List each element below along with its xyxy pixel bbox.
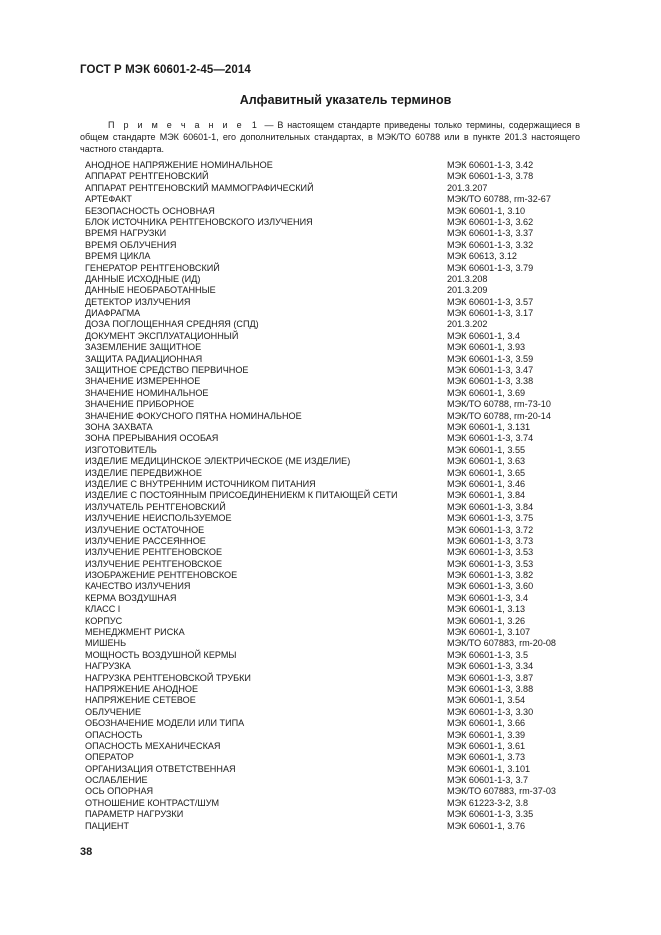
- list-item: [85, 388, 585, 399]
- term-reference: МЭК 60601-1-3, 3.53: [447, 547, 534, 558]
- term-reference: МЭК 60601-1, 3.39: [447, 729, 526, 740]
- list-item: [85, 809, 585, 820]
- term-name: ИЗЛУЧАТЕЛЬ РЕНТГЕНОВСКИЙ: [85, 501, 226, 512]
- term-name: ЗАЗЕМЛЕНИЕ ЗАЩИТНОЕ: [85, 342, 202, 353]
- term-reference: МЭК 60601-1, 3.10: [447, 205, 526, 216]
- list-item: [85, 650, 585, 661]
- term-name: ИЗЛУЧЕНИЕ РАССЕЯННОЕ: [85, 535, 206, 546]
- list-item: [85, 479, 585, 490]
- term-reference: МЭК 60601-1-3, 3.5: [447, 649, 529, 660]
- term-name: БЛОК ИСТОЧНИКА РЕНТГЕНОВСКОГО ИЗЛУЧЕНИЯ: [85, 216, 313, 227]
- term-reference: МЭК 60601-1-3, 3.73: [447, 535, 534, 546]
- term-reference: МЭК 60601-1-3, 3.30: [447, 706, 534, 717]
- term-name: ИЗОБРАЖЕНИЕ РЕНТГЕНОВСКОЕ: [85, 570, 238, 581]
- term-reference: МЭК 60601-1, 3.63: [447, 456, 526, 467]
- list-item: [85, 593, 585, 604]
- term-reference: 201.3.202: [447, 319, 488, 330]
- list-item: [85, 365, 585, 376]
- term-name: ОПЕРАТОР: [85, 752, 134, 763]
- list-item: [85, 399, 585, 410]
- term-reference: МЭК 60601-1, 3.76: [447, 820, 526, 831]
- term-reference: МЭК 60601-1-3, 3.62: [447, 216, 534, 227]
- list-item: [85, 433, 585, 444]
- list-item: [85, 468, 585, 479]
- term-name: ЗОНА ЗАХВАТА: [85, 421, 153, 432]
- list-item: [85, 673, 585, 684]
- document-header: ГОСТ Р МЭК 60601-2-45—2014: [80, 64, 251, 76]
- list-item: [85, 695, 585, 706]
- term-name: ОПАСНОСТЬ: [85, 729, 143, 740]
- list-item: [85, 240, 585, 251]
- term-reference: МЭК 60601-1-3, 3.53: [447, 558, 534, 569]
- list-item: [85, 228, 585, 239]
- term-name: КОРПУС: [85, 615, 123, 626]
- term-reference: МЭК 60601-1-3, 3.74: [447, 433, 534, 444]
- note-label: П р и м е ч а н и е: [108, 120, 245, 130]
- list-item: [85, 638, 585, 649]
- list-item: [85, 513, 585, 524]
- term-name: ИЗГОТОВИТЕЛЬ: [85, 444, 157, 455]
- term-reference: МЭК 60601-1, 3.55: [447, 444, 526, 455]
- list-item: [85, 798, 585, 809]
- list-item: [85, 297, 585, 308]
- term-reference: МЭК 60601-1, 3.13: [447, 604, 526, 615]
- list-item: [85, 525, 585, 536]
- term-name: АНОДНОЕ НАПРЯЖЕНИЕ НОМИНАЛЬНОЕ: [85, 160, 273, 170]
- term-name: ДЕТЕКТОР ИЗЛУЧЕНИЯ: [85, 296, 191, 307]
- term-name: ДИАФРАГМА: [85, 308, 141, 319]
- note-text: — В настоящем стандарте приведены только термины, содержащиеся в общем стандарте МЭК 60601-1, его дополнительных стандартах, в МЭК/ТО 60788 или в пункте 201.3 настоящего частного стандарта.: [80, 120, 580, 155]
- list-item: [85, 308, 585, 319]
- term-reference: МЭК 60601-1-3, 3.57: [447, 296, 534, 307]
- list-item: [85, 274, 585, 285]
- term-reference: МЭК 60601-1-3, 3.84: [447, 501, 534, 512]
- term-name: ИЗДЕЛИЕ С ВНУТРЕННИМ ИСТОЧНИКОМ ПИТАНИЯ: [85, 478, 316, 489]
- term-reference: МЭК 60601-1, 3.107: [447, 627, 531, 638]
- term-name: ПАЦИЕНТ: [85, 820, 130, 831]
- term-name: ЗАЩИТА РАДИАЦИОННАЯ: [85, 353, 203, 364]
- page-number: 38: [80, 846, 93, 858]
- list-item: [85, 206, 585, 217]
- term-name: КЕРМА ВОЗДУШНАЯ: [85, 592, 177, 603]
- term-name: АППАРАТ РЕНТГЕНОВСКИЙ МАММОГРАФИЧЕСКИЙ: [85, 182, 314, 193]
- page-title: [0, 93, 661, 107]
- term-reference: МЭК 60601-1-3, 3.78: [447, 171, 534, 182]
- term-name: НАГРУЗКА РЕНТГЕНОВСКОЙ ТРУБКИ: [85, 672, 251, 683]
- term-name: ОРГАНИЗАЦИЯ ОТВЕТСТВЕННАЯ: [85, 763, 236, 774]
- term-name: КАЧЕСТВО ИЗЛУЧЕНИЯ: [85, 581, 191, 592]
- term-name: ЗОНА ПРЕРЫВАНИЯ ОСОБАЯ: [85, 433, 219, 444]
- term-name: ВРЕМЯ НАГРУЗКИ: [85, 228, 167, 239]
- list-item: [85, 194, 585, 205]
- term-reference: МЭК/ТО 607883, rm-37-03: [447, 786, 556, 797]
- list-item: [85, 718, 585, 729]
- list-item: [85, 764, 585, 775]
- list-item: [85, 285, 585, 296]
- list-item: [85, 775, 585, 786]
- list-item: [85, 786, 585, 797]
- term-reference: МЭК 60601-1, 3.61: [447, 740, 526, 751]
- list-item: [85, 570, 585, 581]
- term-reference: МЭК 60601-1-3, 3.35: [447, 809, 534, 820]
- list-item: [85, 604, 585, 615]
- term-reference: МЭК 60601-1-3, 3.60: [447, 581, 534, 592]
- term-reference: МЭК/ТО 607883, rm-20-08: [447, 638, 556, 649]
- term-reference: МЭК/ТО 60788, rm-73-10: [447, 399, 551, 410]
- list-item: [85, 217, 585, 228]
- term-name: ВРЕМЯ ЦИКЛА: [85, 251, 151, 262]
- term-name: ДОЗА ПОГЛОЩЕННАЯ СРЕДНЯЯ (СПД): [85, 319, 259, 330]
- list-item: [85, 411, 585, 422]
- term-name: ПАРАМЕТР НАГРУЗКИ: [85, 809, 184, 820]
- term-reference: МЭК 60601-1, 3.65: [447, 467, 526, 478]
- term-name: АРТЕФАКТ: [85, 194, 132, 205]
- term-name: ИЗЛУЧЕНИЕ НЕИСПОЛЬЗУЕМОЕ: [85, 513, 232, 524]
- list-item: [85, 616, 585, 627]
- term-name: ГЕНЕРАТОР РЕНТГЕНОВСКИЙ: [85, 262, 220, 273]
- list-item: [85, 547, 585, 558]
- term-reference: МЭК 60601-1-3, 3.88: [447, 683, 534, 694]
- term-reference: МЭК 60601-1-3, 3.47: [447, 365, 534, 376]
- term-name: НАПРЯЖЕНИЕ СЕТЕВОЕ: [85, 695, 196, 706]
- list-item: [85, 559, 585, 570]
- list-item: [85, 354, 585, 365]
- term-reference: МЭК 60601-1-3, 3.37: [447, 228, 534, 239]
- term-reference: МЭК 60601-1, 3.4: [447, 330, 521, 341]
- term-name: ОБЛУЧЕНИЕ: [85, 706, 142, 717]
- term-reference: МЭК 60601-1, 3.26: [447, 615, 526, 626]
- term-reference: МЭК 60601-1-3, 3.38: [447, 376, 534, 387]
- term-reference: МЭК 61223-3-2, 3.8: [447, 797, 529, 808]
- term-name: ОПАСНОСТЬ МЕХАНИЧЕСКАЯ: [85, 740, 221, 751]
- list-item: [85, 331, 585, 342]
- term-name: ИЗЛУЧЕНИЕ РЕНТГЕНОВСКОЕ: [85, 547, 223, 558]
- note-paragraph: [80, 119, 580, 156]
- list-item: [85, 741, 585, 752]
- term-reference: МЭК 60601-1, 3.54: [447, 695, 526, 706]
- term-name: ИЗЛУЧЕНИЕ РЕНТГЕНОВСКОЕ: [85, 558, 223, 569]
- list-item: [85, 319, 585, 330]
- term-reference: МЭК 60601-1, 3.131: [447, 421, 531, 432]
- term-name: ЗНАЧЕНИЕ НОМИНАЛЬНОЕ: [85, 387, 209, 398]
- term-reference: 201.3.209: [447, 285, 488, 296]
- term-reference: 201.3.208: [447, 273, 488, 284]
- list-item: [85, 752, 585, 763]
- term-reference: МЭК 60601-1-3, 3.79: [447, 262, 534, 273]
- term-name: ЗНАЧЕНИЕ ПРИБОРНОЕ: [85, 399, 195, 410]
- list-item: [85, 422, 585, 433]
- term-name: ОСЛАБЛЕНИЕ: [85, 775, 148, 786]
- list-item: [85, 183, 585, 194]
- term-reference: МЭК 60601-1-3, 3.4: [447, 592, 529, 603]
- term-name: ДОКУМЕНТ ЭКСПЛУАТАЦИОННЫЙ: [85, 330, 239, 341]
- term-name: ВРЕМЯ ОБЛУЧЕНИЯ: [85, 239, 177, 250]
- term-name: ИЗДЕЛИЕ МЕДИЦИНСКОЕ ЭЛЕКТРИЧЕСКОЕ (МЕ ИЗДЕЛИЕ): [85, 456, 351, 467]
- term-name: МЕНЕДЖМЕНТ РИСКА: [85, 627, 185, 638]
- term-reference: МЭК/ТО 60788, rm-32-67: [447, 194, 551, 205]
- list-item: [85, 661, 585, 672]
- term-name: ДАННЫЕ ИСХОДНЫЕ (ИД): [85, 273, 201, 284]
- term-name: НАПРЯЖЕНИЕ АНОДНОЕ: [85, 683, 199, 694]
- list-item: [85, 821, 585, 832]
- list-item: [85, 263, 585, 274]
- list-item: [85, 581, 585, 592]
- list-item: [85, 490, 585, 501]
- term-reference: МЭК 60601-1-3, 3.32: [447, 239, 534, 250]
- term-reference: МЭК 60601-1-3, 3.75: [447, 513, 534, 524]
- term-name: ЗАЩИТНОЕ СРЕДСТВО ПЕРВИЧНОЕ: [85, 365, 249, 376]
- term-reference: МЭК 60613, 3.12: [447, 251, 517, 262]
- term-name: БЕЗОПАСНОСТЬ ОСНОВНАЯ: [85, 205, 215, 216]
- term-name: ОБОЗНАЧЕНИЕ МОДЕЛИ ИЛИ ТИПА: [85, 718, 245, 729]
- term-reference: МЭК 60601-1, 3.73: [447, 752, 526, 763]
- term-name: ИЗДЕЛИЕ ПЕРЕДВИЖНОЕ: [85, 467, 202, 478]
- list-item: [85, 456, 585, 467]
- term-reference: МЭК 60601-1, 3.93: [447, 342, 526, 353]
- list-item: [85, 445, 585, 456]
- term-name: ИЗЛУЧЕНИЕ ОСТАТОЧНОЕ: [85, 524, 205, 535]
- term-reference: МЭК 60601-1-3, 3.82: [447, 570, 534, 581]
- term-name: КЛАСС I: [85, 604, 121, 615]
- note-number: 1: [251, 120, 257, 130]
- term-reference: МЭК 60601-1, 3.69: [447, 387, 526, 398]
- list-item: [85, 342, 585, 353]
- term-name: АППАРАТ РЕНТГЕНОВСКИЙ: [85, 171, 209, 182]
- list-item: [85, 730, 585, 741]
- term-name: ИЗДЕЛИЕ С ПОСТОЯННЫМ ПРИСОЕДИНЕНИЕКМ К ПИТАЮЩЕЙ СЕТИ: [85, 490, 398, 501]
- term-reference: МЭК 60601-1-3, 3.72: [447, 524, 534, 535]
- term-reference: МЭК 60601-1, 3.46: [447, 478, 526, 489]
- term-name: ЗНАЧЕНИЕ ФОКУСНОГО ПЯТНА НОМИНАЛЬНОЕ: [85, 410, 302, 421]
- term-name: ДАННЫЕ НЕОБРАБОТАННЫЕ: [85, 285, 216, 296]
- term-reference: МЭК 60601-1-3, 3.59: [447, 353, 534, 364]
- term-reference: 201.3.207: [447, 182, 488, 193]
- term-reference: МЭК 60601-1-3, 3.42: [447, 160, 534, 170]
- list-item: [85, 502, 585, 513]
- term-reference: МЭК 60601-1, 3.66: [447, 718, 526, 729]
- term-name: ОТНОШЕНИЕ КОНТРАСТ/ШУМ: [85, 797, 220, 808]
- term-name: МОЩНОСТЬ ВОЗДУШНОЙ КЕРМЫ: [85, 649, 237, 660]
- list-item: [85, 536, 585, 547]
- term-index-list: [85, 160, 585, 832]
- list-item: [85, 376, 585, 387]
- term-reference: МЭК 60601-1-3, 3.34: [447, 661, 534, 672]
- term-name: НАГРУЗКА: [85, 661, 131, 672]
- term-name: ЗНАЧЕНИЕ ИЗМЕРЕННОЕ: [85, 376, 201, 387]
- list-item: [85, 171, 585, 182]
- term-reference: МЭК 60601-1-3, 3.7: [447, 775, 529, 786]
- term-reference: МЭК/ТО 60788, rm-20-14: [447, 410, 551, 421]
- term-reference: МЭК 60601-1-3, 3.87: [447, 672, 534, 683]
- list-item: [85, 251, 585, 262]
- index-title: Алфавитный указатель терминов: [239, 93, 452, 107]
- list-item: [85, 707, 585, 718]
- term-name: МИШЕНЬ: [85, 638, 127, 649]
- term-reference: МЭК 60601-1, 3.84: [447, 490, 526, 501]
- list-item: [85, 627, 585, 638]
- list-item: [85, 684, 585, 695]
- term-reference: МЭК 60601-1, 3.101: [447, 763, 531, 774]
- term-reference: МЭК 60601-1-3, 3.17: [447, 308, 534, 319]
- list-item: [85, 160, 585, 171]
- term-name: ОСЬ ОПОРНАЯ: [85, 786, 154, 797]
